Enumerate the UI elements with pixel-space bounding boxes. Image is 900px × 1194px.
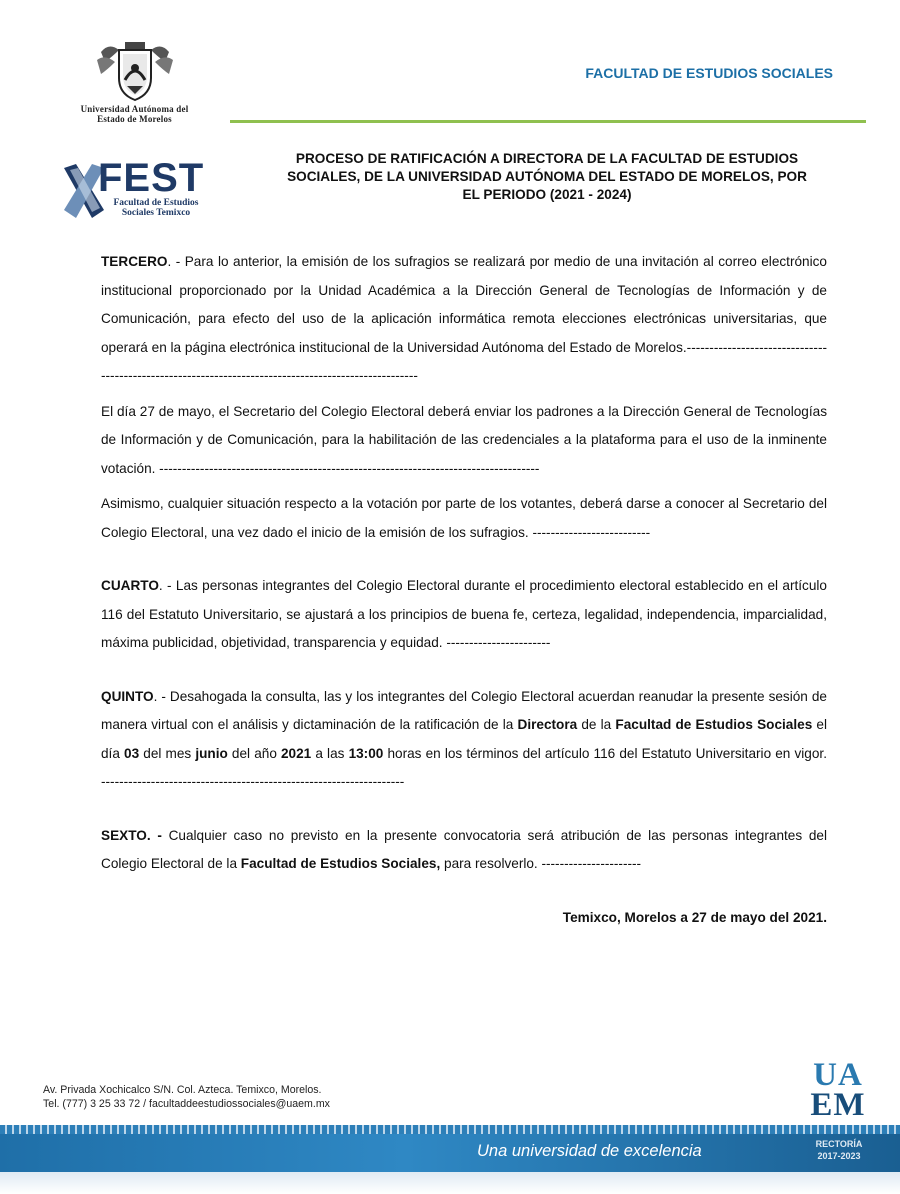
university-logo xyxy=(62,40,207,124)
quinto-text-2: de la xyxy=(577,717,616,732)
uaem-mark-line2: EM xyxy=(810,1087,866,1123)
sexto-text-1: Cualquier caso no previsto en la presente convocatoria será atribución de las personas integrantes del Colegio Electoral de la xyxy=(101,827,827,871)
document-body xyxy=(101,248,827,932)
tercero-paragraph-3: Asimismo, cualquier situación respecto a la votación por parte de los votantes, deberá darse a conocer al Secretario del Colegio Electoral, una vez dado el inicio de la emisión de los sufragios. -------------------------- xyxy=(101,496,827,540)
tercero-label: TERCERO xyxy=(101,254,168,269)
rectoria-line1: RECTORÍA xyxy=(815,1139,863,1149)
quinto-text-3: el día xyxy=(101,717,828,761)
quinto-text-1: . - Desahogada la consulta, las y los integrantes del Colegio Electoral acuerdan reanudar la presente sesión de manera virtual con el análisis y dictaminación de la ratificación de la xyxy=(101,688,827,732)
uaem-mark-line1: UA xyxy=(813,1057,863,1093)
quinto-bold-month: junio xyxy=(195,745,228,761)
fest-logo xyxy=(60,156,210,222)
document-title xyxy=(240,150,854,204)
fest-logo-sub-line1: Facultad de Estudios xyxy=(113,198,199,208)
quinto-bold-day: 03 xyxy=(124,745,140,761)
sexto-label: SEXTO. - xyxy=(101,827,162,843)
header-divider xyxy=(230,120,866,123)
footer-stripe xyxy=(0,1125,900,1134)
quinto-bold-time: 13:00 xyxy=(348,745,384,761)
quinto-bold-year: 2021 xyxy=(281,745,312,761)
fest-logo-sub-line2: Sociales Temixco xyxy=(121,208,191,218)
footer-slogan: Una universidad de excelencia xyxy=(477,1142,702,1160)
quinto-label: QUINTO xyxy=(101,688,154,704)
university-logo-name-line2: Estado de Morelos xyxy=(97,114,172,124)
university-logo-name-line1: Universidad Autónoma del xyxy=(80,104,189,114)
cuarto-paragraph xyxy=(101,572,827,658)
document-title-line2: SOCIALES, DE LA UNIVERSIDAD AUTÓNOMA DEL ESTADO DE MORELOS, POR xyxy=(287,169,807,184)
sexto-bold-facultad: Facultad de Estudios Sociales, xyxy=(240,856,441,871)
address-line2: Tel. (777) 3 25 33 72 / facultaddeestudiossociales@uaem.mx xyxy=(43,1098,330,1110)
quinto-paragraph xyxy=(101,683,827,797)
rectoria-badge xyxy=(808,1138,870,1162)
quinto-bold-facultad: Facultad de Estudios Sociales xyxy=(615,717,813,732)
quinto-text-7: horas en los términos del artículo 116 del Estatuto Universitario en vigor. ------------------------------------------------------------------- xyxy=(101,745,827,789)
tercero-paragraph-2: El día 27 de mayo, el Secretario del Colegio Electoral deberá enviar los padrones a la Dirección General de Tecnologías de Información y de Comunicación, para la habilitación de las credenciales a la plataforma para el uso de la inminente votación. ------------------------------------------------------------------------------------ xyxy=(101,403,827,476)
rectoria-line2: 2017-2023 xyxy=(817,1151,861,1161)
footer-band xyxy=(0,1134,900,1172)
document-title-line3: EL PERIODO (2021 - 2024) xyxy=(462,187,632,202)
address-line1: Av. Privada Xochicalco S/N. Col. Azteca. Temixco, Morelos. xyxy=(43,1084,322,1096)
quinto-text-6: a las xyxy=(311,745,349,761)
tercero-text: . - Para lo anterior, la emisión de los sufragios se realizará por medio de una invitación al correo electrónico institucional proporcionado por la Unidad Académica a la Dirección General de Tecnologías de Información y de Comunicación, para efecto del uso de la aplicación informática remota elecciones electrónicas universitarias, que operará en la página electrónica institucional de la Universidad Autónoma del Estado de Morelos.----------------------------------------------------------------------------------------------------- xyxy=(101,254,827,383)
quinto-text-4: del mes xyxy=(139,745,196,761)
signature-place-date: Temixco, Morelos a 27 de mayo del 2021. xyxy=(562,909,827,925)
sexto-paragraph xyxy=(101,822,827,879)
quinto-text-5: del año xyxy=(227,745,281,761)
cuarto-text: . - Las personas integrantes del Colegio Electoral durante el procedimiento electoral establecido en el artículo 116 del Estatuto Universitario, se ajustará a los principios de buena fe, certeza, legalidad, independencia, imparcialidad, máxima publicidad, objetividad, transparencia y equidad. ----------------------- xyxy=(101,578,827,650)
document-title-line1: PROCESO DE RATIFICACIÓN A DIRECTORA DE LA FACULTAD DE ESTUDIOS xyxy=(295,151,799,166)
quinto-bold-directora: Directora xyxy=(517,717,578,732)
sexto-text-2: para resolverlo. ---------------------- xyxy=(440,856,642,871)
tercero-paragraph xyxy=(101,248,827,391)
fest-logo-word: FEST xyxy=(98,156,205,200)
faculty-name-header: FACULTAD DE ESTUDIOS SOCIALES xyxy=(585,65,833,81)
cuarto-label: CUARTO xyxy=(101,578,159,593)
university-seal-icon xyxy=(95,40,175,104)
footer-bottom-strip xyxy=(0,1172,900,1194)
fest-logo-subtitle xyxy=(106,198,206,218)
uaem-logo-mark xyxy=(803,1057,873,1123)
footer-address xyxy=(43,1083,330,1111)
